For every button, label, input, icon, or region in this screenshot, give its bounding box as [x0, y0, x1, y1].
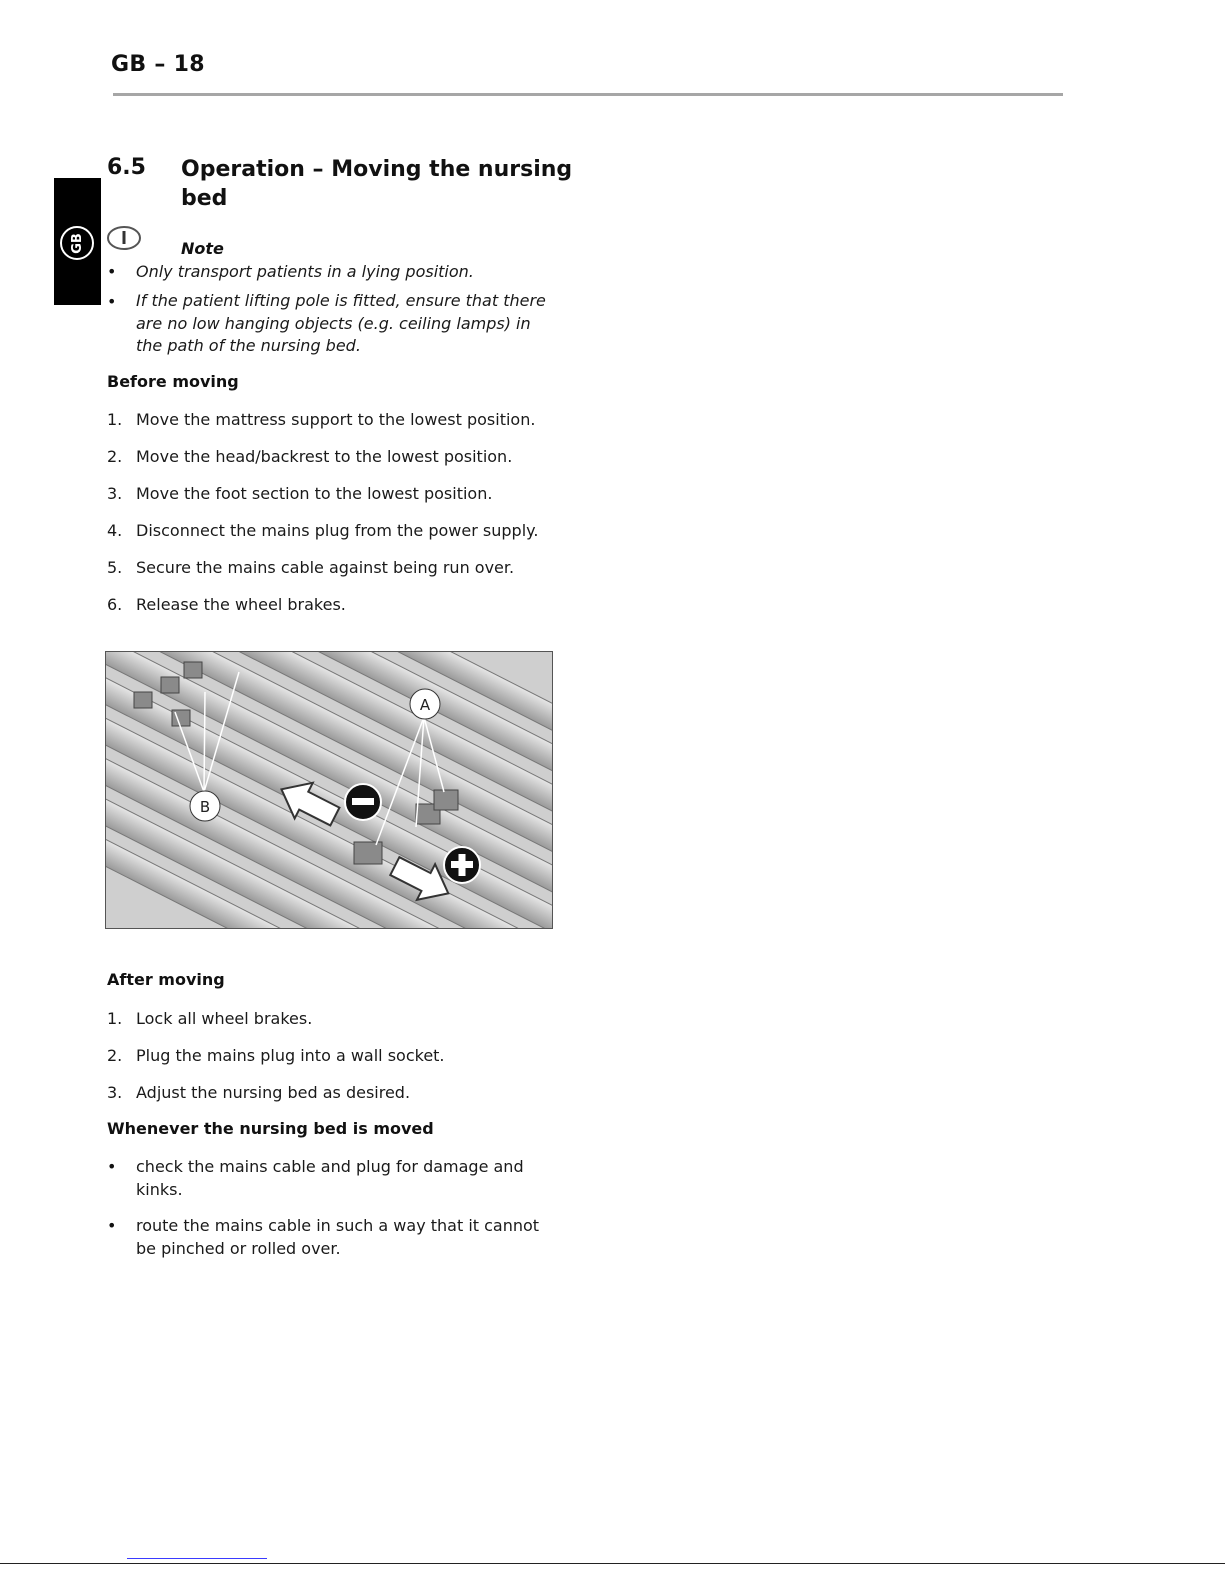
whenever-moved-heading: Whenever the nursing bed is moved [107, 1119, 434, 1138]
note-label: Note [181, 239, 224, 258]
callout-a-label: A [419, 696, 431, 714]
step-number: 2. [107, 447, 123, 466]
step-number: 5. [107, 558, 123, 577]
step-number: 1. [107, 410, 123, 429]
note-bullet-1: Only transport patients in a lying position. [136, 262, 474, 281]
step-number: 2. [107, 1046, 123, 1065]
footer-rule [0, 1563, 1225, 1564]
note-bullet-marker: • [107, 262, 117, 281]
whenever-bullet-marker: • [107, 1157, 117, 1176]
before-step-4: Disconnect the mains plug from the power supply. [136, 521, 539, 540]
bed-slats-illustration [106, 652, 553, 929]
language-side-tab [54, 178, 101, 305]
whenever-bullet-1: check the mains cable and plug for damage and kinks. [136, 1157, 524, 1199]
after-step-3: Adjust the nursing bed as desired. [136, 1083, 411, 1102]
whenever-bullet-2: route the mains cable in such a way that it cannot be pinched or rolled over. [136, 1216, 540, 1258]
after-moving-heading: After moving [107, 970, 225, 989]
bed-slats-photo [105, 651, 553, 929]
footer-link-underline [127, 1558, 267, 1559]
page-header-label: GB – 18 [111, 52, 205, 77]
before-step-5: Secure the mains cable against being run over. [136, 558, 515, 577]
language-badge-label: GB [69, 232, 85, 254]
note-bullet-marker: • [107, 292, 117, 311]
step-number: 3. [107, 484, 123, 503]
whenever-bullet-marker: • [107, 1216, 117, 1235]
step-number: 6. [107, 595, 123, 614]
before-moving-heading: Before moving [107, 372, 239, 391]
before-step-6: Release the wheel brakes. [136, 595, 346, 614]
header-rule [113, 93, 1063, 96]
step-number: 1. [107, 1009, 123, 1028]
note-bullet-2: If the patient lifting pole is fitted, ensure that there are no low hanging objects (e.g. ceiling lamps) in the path of the nursing bed. [136, 291, 546, 355]
step-number: 3. [107, 1083, 123, 1102]
before-step-3: Move the foot section to the lowest position. [136, 484, 493, 503]
section-title: Operation – Moving the nursing bed [181, 157, 573, 211]
info-icon [106, 225, 142, 251]
callout-b-label: B [199, 798, 211, 816]
after-step-2: Plug the mains plug into a wall socket. [136, 1046, 445, 1065]
step-number: 4. [107, 521, 123, 540]
before-step-2: Move the head/backrest to the lowest position. [136, 447, 513, 466]
language-badge [60, 226, 94, 260]
section-number: 6.5 [107, 155, 146, 180]
before-step-1: Move the mattress support to the lowest position. [136, 410, 536, 429]
after-step-1: Lock all wheel brakes. [136, 1009, 313, 1028]
